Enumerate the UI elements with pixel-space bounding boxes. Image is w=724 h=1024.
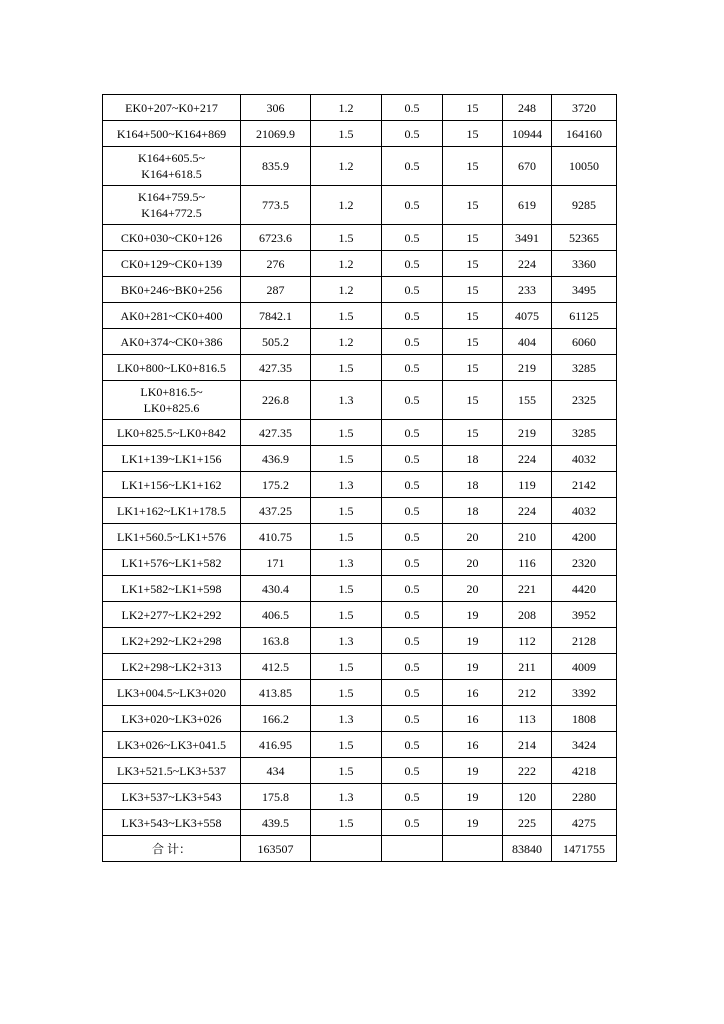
count-cell: 15 — [443, 329, 503, 355]
section-cell — [103, 95, 241, 121]
table-row — [103, 524, 617, 550]
amount-cell: 2142 — [552, 472, 617, 498]
section-text: LK1+582~LK1+598 — [121, 581, 222, 596]
length-cell: 166.2 — [241, 706, 311, 732]
table-row — [103, 550, 617, 576]
section-text: LK0+825.5~LK0+842 — [116, 425, 227, 440]
length-cell: 175.2 — [241, 472, 311, 498]
factor-cell: 1.3 — [311, 472, 382, 498]
count-cell: 20 — [443, 550, 503, 576]
table-row — [103, 277, 617, 303]
table-row — [103, 355, 617, 381]
factor-cell: 1.3 — [311, 784, 382, 810]
table-row — [103, 329, 617, 355]
factor-cell: 1.5 — [311, 810, 382, 836]
table-row — [103, 680, 617, 706]
table-row — [103, 576, 617, 602]
table-body — [103, 95, 617, 862]
thickness-cell: 0.5 — [382, 706, 443, 732]
length-cell: 306 — [241, 95, 311, 121]
section-cell — [103, 121, 241, 147]
section-cell — [103, 420, 241, 446]
length-cell: 427.35 — [241, 355, 311, 381]
thickness-cell: 0.5 — [382, 225, 443, 251]
quantity-cell: 221 — [503, 576, 552, 602]
total-thickness-cell — [382, 836, 443, 862]
thickness-cell: 0.5 — [382, 95, 443, 121]
table-row — [103, 810, 617, 836]
factor-cell: 1.2 — [311, 95, 382, 121]
table-row — [103, 784, 617, 810]
amount-cell: 4275 — [552, 810, 617, 836]
thickness-cell: 0.5 — [382, 329, 443, 355]
length-cell: 163.8 — [241, 628, 311, 654]
thickness-cell: 0.5 — [382, 472, 443, 498]
quantity-table — [102, 94, 617, 862]
thickness-cell: 0.5 — [382, 576, 443, 602]
length-cell: 171 — [241, 550, 311, 576]
section-text: LK1+162~LK1+178.5 — [116, 503, 227, 518]
thickness-cell: 0.5 — [382, 277, 443, 303]
amount-cell: 3495 — [552, 277, 617, 303]
quantity-cell: 3491 — [503, 225, 552, 251]
thickness-cell: 0.5 — [382, 381, 443, 420]
section-text: LK0+800~LK0+816.5 — [116, 360, 227, 375]
length-cell: 7842.1 — [241, 303, 311, 329]
quantity-cell: 214 — [503, 732, 552, 758]
factor-cell: 1.2 — [311, 147, 382, 186]
total-count-cell — [443, 836, 503, 862]
count-cell: 15 — [443, 381, 503, 420]
table-row — [103, 121, 617, 147]
length-cell: 416.95 — [241, 732, 311, 758]
section-text: CK0+030~CK0+126 — [120, 230, 223, 245]
quantity-cell: 219 — [503, 355, 552, 381]
thickness-cell: 0.5 — [382, 758, 443, 784]
count-cell: 19 — [443, 628, 503, 654]
section-cell — [103, 225, 241, 251]
section-text: AK0+374~CK0+386 — [120, 334, 223, 349]
factor-cell: 1.5 — [311, 225, 382, 251]
table-row — [103, 381, 617, 420]
quantity-cell: 224 — [503, 498, 552, 524]
section-cell — [103, 251, 241, 277]
length-cell: 413.85 — [241, 680, 311, 706]
section-cell — [103, 277, 241, 303]
count-cell: 15 — [443, 277, 503, 303]
count-cell: 15 — [443, 251, 503, 277]
section-text: LK1+156~LK1+162 — [121, 477, 222, 492]
count-cell: 15 — [443, 303, 503, 329]
table-row — [103, 420, 617, 446]
section-text: K164+605.5~ — [138, 151, 205, 165]
section-text: LK3+521.5~LK3+537 — [116, 763, 227, 778]
count-cell: 15 — [443, 147, 503, 186]
table-row — [103, 732, 617, 758]
section-cell — [103, 303, 241, 329]
section-cell — [103, 329, 241, 355]
total-length-cell: 163507 — [241, 836, 311, 862]
thickness-cell: 0.5 — [382, 602, 443, 628]
section-text: LK3+543~LK3+558 — [121, 815, 222, 830]
amount-cell: 6060 — [552, 329, 617, 355]
section-text: LK2+298~LK2+313 — [121, 659, 222, 674]
thickness-cell: 0.5 — [382, 446, 443, 472]
factor-cell: 1.5 — [311, 758, 382, 784]
count-cell: 20 — [443, 576, 503, 602]
amount-cell: 10050 — [552, 147, 617, 186]
count-cell: 16 — [443, 680, 503, 706]
quantity-cell: 233 — [503, 277, 552, 303]
table-row — [103, 472, 617, 498]
quantity-cell: 208 — [503, 602, 552, 628]
count-cell: 19 — [443, 784, 503, 810]
length-cell: 410.75 — [241, 524, 311, 550]
length-cell: 6723.6 — [241, 225, 311, 251]
quantity-cell: 210 — [503, 524, 552, 550]
amount-cell: 4032 — [552, 498, 617, 524]
factor-cell: 1.5 — [311, 576, 382, 602]
amount-cell: 9285 — [552, 186, 617, 225]
amount-cell: 3952 — [552, 602, 617, 628]
thickness-cell: 0.5 — [382, 524, 443, 550]
section-cell — [103, 524, 241, 550]
amount-cell: 3720 — [552, 95, 617, 121]
length-cell: 773.5 — [241, 186, 311, 225]
factor-cell: 1.3 — [311, 628, 382, 654]
factor-cell: 1.2 — [311, 251, 382, 277]
section-text: CK0+129~CK0+139 — [120, 256, 223, 271]
thickness-cell: 0.5 — [382, 680, 443, 706]
factor-cell: 1.5 — [311, 732, 382, 758]
section-cell — [103, 680, 241, 706]
amount-cell: 4200 — [552, 524, 617, 550]
quantity-cell: 224 — [503, 251, 552, 277]
factor-cell: 1.5 — [311, 303, 382, 329]
total-label: 合 计： — [103, 836, 241, 862]
thickness-cell: 0.5 — [382, 784, 443, 810]
quantity-cell: 219 — [503, 420, 552, 446]
section-cell — [103, 355, 241, 381]
section-text: LK1+560.5~LK1+576 — [116, 529, 227, 544]
quantity-cell: 670 — [503, 147, 552, 186]
count-cell: 15 — [443, 121, 503, 147]
factor-cell: 1.5 — [311, 420, 382, 446]
factor-cell: 1.2 — [311, 186, 382, 225]
thickness-cell: 0.5 — [382, 732, 443, 758]
amount-cell: 52365 — [552, 225, 617, 251]
section-cell — [103, 654, 241, 680]
quantity-cell: 120 — [503, 784, 552, 810]
count-cell: 15 — [443, 355, 503, 381]
table-row — [103, 446, 617, 472]
factor-cell: 1.5 — [311, 680, 382, 706]
length-cell: 287 — [241, 277, 311, 303]
amount-cell: 1808 — [552, 706, 617, 732]
quantity-cell: 211 — [503, 654, 552, 680]
amount-cell: 3424 — [552, 732, 617, 758]
count-cell: 18 — [443, 446, 503, 472]
amount-cell: 2325 — [552, 381, 617, 420]
section-text: K164+759.5~ — [138, 190, 205, 204]
amount-cell: 2128 — [552, 628, 617, 654]
table-row — [103, 251, 617, 277]
table-row — [103, 498, 617, 524]
count-cell: 18 — [443, 472, 503, 498]
count-cell: 19 — [443, 758, 503, 784]
section-text: K164+618.5 — [141, 167, 202, 181]
section-cell — [103, 381, 241, 420]
amount-cell: 4218 — [552, 758, 617, 784]
length-cell: 505.2 — [241, 329, 311, 355]
section-text: K164+772.5 — [141, 206, 202, 220]
table-row — [103, 95, 617, 121]
section-cell — [103, 446, 241, 472]
quantity-cell: 222 — [503, 758, 552, 784]
section-cell — [103, 784, 241, 810]
amount-cell: 3285 — [552, 355, 617, 381]
quantity-cell: 116 — [503, 550, 552, 576]
factor-cell: 1.5 — [311, 121, 382, 147]
thickness-cell: 0.5 — [382, 654, 443, 680]
thickness-cell: 0.5 — [382, 355, 443, 381]
section-text: LK2+292~LK2+298 — [121, 633, 222, 648]
quantity-cell: 113 — [503, 706, 552, 732]
factor-cell: 1.5 — [311, 446, 382, 472]
amount-cell: 4009 — [552, 654, 617, 680]
factor-cell: 1.3 — [311, 706, 382, 732]
section-text: LK3+004.5~LK3+020 — [116, 685, 227, 700]
section-text: LK3+537~LK3+543 — [121, 789, 222, 804]
amount-cell: 4032 — [552, 446, 617, 472]
section-text: LK2+277~LK2+292 — [121, 607, 222, 622]
length-cell: 276 — [241, 251, 311, 277]
section-text: LK1+139~LK1+156 — [121, 451, 222, 466]
factor-cell: 1.5 — [311, 355, 382, 381]
thickness-cell: 0.5 — [382, 420, 443, 446]
count-cell: 15 — [443, 225, 503, 251]
amount-cell: 2280 — [552, 784, 617, 810]
factor-cell: 1.2 — [311, 329, 382, 355]
table-row — [103, 186, 617, 225]
factor-cell: 1.2 — [311, 277, 382, 303]
table-row — [103, 602, 617, 628]
table-row — [103, 628, 617, 654]
section-text: AK0+281~CK0+400 — [120, 308, 223, 323]
count-cell: 18 — [443, 498, 503, 524]
section-text: EK0+207~K0+217 — [125, 100, 218, 115]
section-cell — [103, 186, 241, 225]
section-cell — [103, 810, 241, 836]
thickness-cell: 0.5 — [382, 121, 443, 147]
thickness-cell: 0.5 — [382, 186, 443, 225]
amount-cell: 3360 — [552, 251, 617, 277]
section-text: LK3+020~LK3+026 — [121, 711, 222, 726]
section-cell — [103, 147, 241, 186]
quantity-cell: 4075 — [503, 303, 552, 329]
total-row — [103, 836, 617, 862]
total-factor-cell — [311, 836, 382, 862]
count-cell: 19 — [443, 654, 503, 680]
factor-cell: 1.5 — [311, 602, 382, 628]
factor-cell: 1.3 — [311, 550, 382, 576]
length-cell: 436.9 — [241, 446, 311, 472]
count-cell: 20 — [443, 524, 503, 550]
length-cell: 406.5 — [241, 602, 311, 628]
amount-cell: 4420 — [552, 576, 617, 602]
section-cell — [103, 628, 241, 654]
amount-cell: 61125 — [552, 303, 617, 329]
section-text: LK0+825.6 — [143, 401, 200, 415]
factor-cell: 1.3 — [311, 381, 382, 420]
count-cell: 19 — [443, 602, 503, 628]
section-text: LK0+816.5~ — [140, 385, 203, 399]
amount-cell: 164160 — [552, 121, 617, 147]
section-text: LK3+026~LK3+041.5 — [116, 737, 227, 752]
section-cell — [103, 732, 241, 758]
section-cell — [103, 498, 241, 524]
count-cell: 19 — [443, 810, 503, 836]
length-cell: 427.35 — [241, 420, 311, 446]
quantity-cell: 155 — [503, 381, 552, 420]
length-cell: 412.5 — [241, 654, 311, 680]
length-cell: 175.8 — [241, 784, 311, 810]
table-row — [103, 147, 617, 186]
length-cell: 226.8 — [241, 381, 311, 420]
section-text: BK0+246~BK0+256 — [120, 282, 223, 297]
quantity-cell: 212 — [503, 680, 552, 706]
factor-cell: 1.5 — [311, 524, 382, 550]
length-cell: 437.25 — [241, 498, 311, 524]
length-cell: 439.5 — [241, 810, 311, 836]
section-cell — [103, 472, 241, 498]
factor-cell: 1.5 — [311, 498, 382, 524]
section-cell — [103, 602, 241, 628]
thickness-cell: 0.5 — [382, 498, 443, 524]
count-cell: 16 — [443, 732, 503, 758]
thickness-cell: 0.5 — [382, 251, 443, 277]
table-row — [103, 706, 617, 732]
quantity-cell: 404 — [503, 329, 552, 355]
section-cell — [103, 550, 241, 576]
table-row — [103, 303, 617, 329]
count-cell: 16 — [443, 706, 503, 732]
total-amount-cell: 1471755 — [552, 836, 617, 862]
length-cell: 21069.9 — [241, 121, 311, 147]
amount-cell: 2320 — [552, 550, 617, 576]
thickness-cell: 0.5 — [382, 628, 443, 654]
length-cell: 430.4 — [241, 576, 311, 602]
thickness-cell: 0.5 — [382, 147, 443, 186]
length-cell: 835.9 — [241, 147, 311, 186]
section-cell — [103, 576, 241, 602]
section-cell — [103, 706, 241, 732]
quantity-cell: 225 — [503, 810, 552, 836]
quantity-cell: 619 — [503, 186, 552, 225]
table-row — [103, 758, 617, 784]
quantity-cell: 112 — [503, 628, 552, 654]
section-text: LK1+576~LK1+582 — [121, 555, 222, 570]
table-row — [103, 225, 617, 251]
quantity-cell: 10944 — [503, 121, 552, 147]
count-cell: 15 — [443, 186, 503, 225]
factor-cell: 1.5 — [311, 654, 382, 680]
quantity-cell: 119 — [503, 472, 552, 498]
section-cell — [103, 758, 241, 784]
table-row — [103, 654, 617, 680]
amount-cell: 3285 — [552, 420, 617, 446]
thickness-cell: 0.5 — [382, 810, 443, 836]
count-cell: 15 — [443, 95, 503, 121]
section-text: K164+500~K164+869 — [116, 126, 227, 141]
thickness-cell: 0.5 — [382, 303, 443, 329]
total-quantity-cell: 83840 — [503, 836, 552, 862]
quantity-cell: 248 — [503, 95, 552, 121]
quantity-cell: 224 — [503, 446, 552, 472]
thickness-cell: 0.5 — [382, 550, 443, 576]
count-cell: 15 — [443, 420, 503, 446]
amount-cell: 3392 — [552, 680, 617, 706]
length-cell: 434 — [241, 758, 311, 784]
